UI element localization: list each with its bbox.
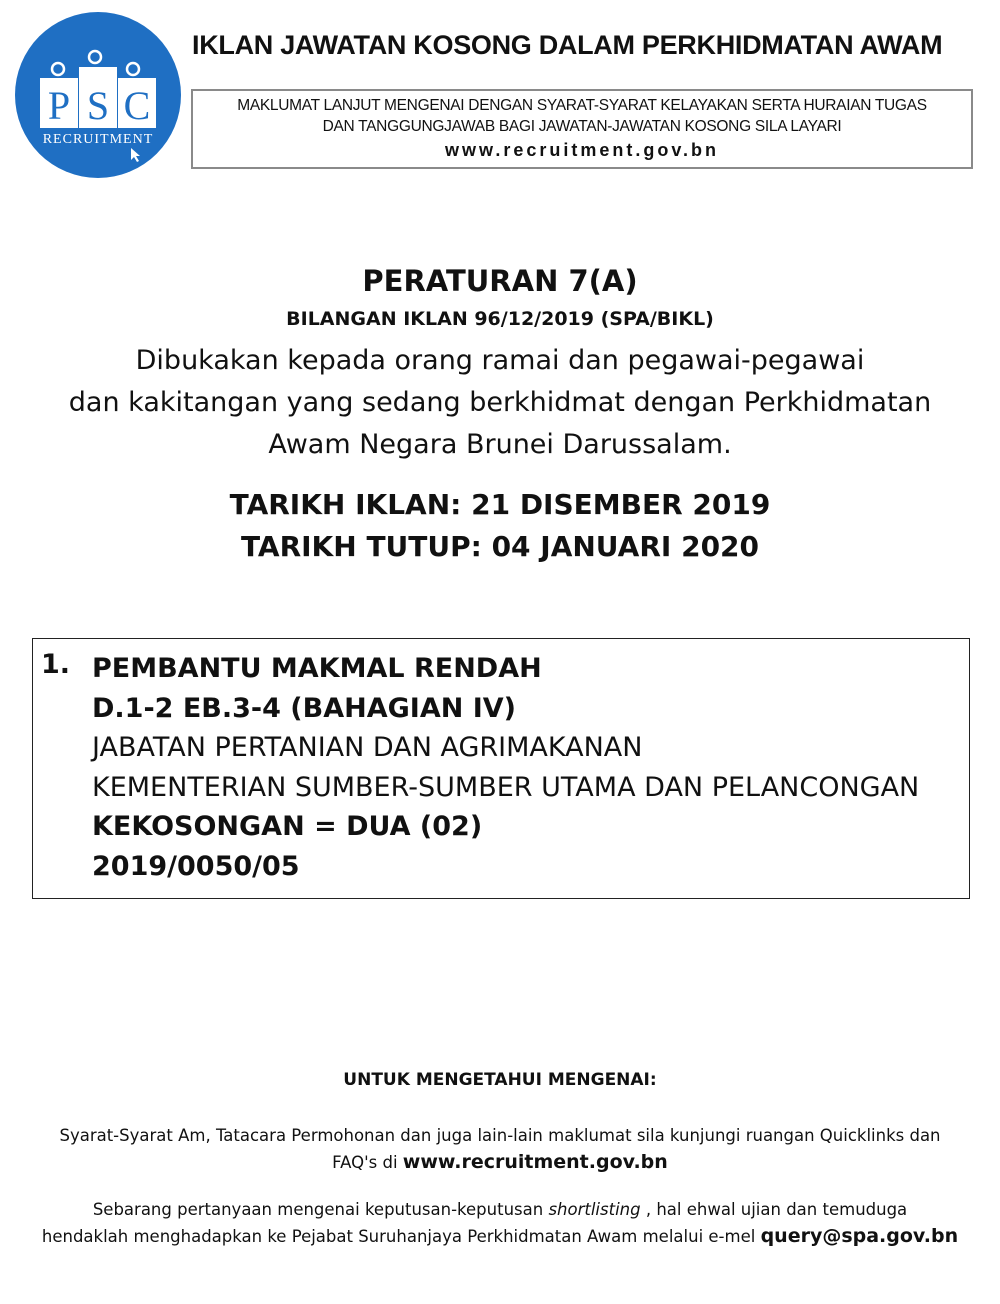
footer-para2-text1: Sebarang pertanyaan mengenai keputusan-keputusan — [92, 1200, 549, 1219]
footer-paragraph-1 — [0, 1122, 1000, 1176]
job-number: 1. — [41, 649, 71, 680]
tarikh-tutup: TARIKH TUTUP: 04 JANUARI 2020 — [240, 530, 760, 563]
info-box — [191, 89, 973, 169]
peraturan-heading: PERATURAN 7(A) — [362, 264, 638, 298]
psc-recruitment-logo — [15, 12, 181, 178]
info-url: www.recruitment.gov.bn — [444, 140, 720, 160]
job-department: JABATAN PERTANIAN DAN AGRIMAKANAN — [92, 732, 643, 763]
footer-para1-line1: Syarat-Syarat Am, Tatacara Permohonan dan juga lain-lain maklumat sila kunjungi ruangan Quicklinks dan — [59, 1126, 941, 1145]
cursor-icon — [131, 148, 140, 162]
footer-para2-line2 — [0, 1223, 1000, 1250]
intro-text — [0, 340, 1000, 466]
job-listing — [32, 638, 970, 899]
job-grade: D.1-2 EB.3-4 (BAHAGIAN IV) — [92, 692, 516, 724]
logo-letter-c: C — [123, 83, 151, 128]
logo-letter-p: P — [47, 83, 71, 128]
footer-paragraph-2 — [0, 1196, 1000, 1250]
logo-letter-s: S — [86, 83, 110, 128]
dates — [0, 484, 1000, 568]
footer-para2-text2: , hal ehwal ujian dan temuduga — [640, 1200, 908, 1219]
info-line-2: DAN TANGGUNGJAWAB BAGI JAWATAN-JAWATAN KOSONG SILA LAYARI — [322, 118, 842, 135]
job-title: PEMBANTU MAKMAL RENDAH — [92, 653, 542, 684]
footer-heading: UNTUK MENGETAHUI MENGENAI: — [343, 1070, 657, 1090]
intro-line-1: Dibukakan kepada orang ramai dan pegawai-pegawai — [135, 345, 865, 376]
intro-line-3: Awam Negara Brunei Darussalam. — [268, 429, 732, 460]
job-ministry: KEMENTERIAN SUMBER-SUMBER UTAMA DAN PELANCONGAN — [92, 771, 920, 803]
tarikh-iklan: TARIKH IKLAN: 21 DISEMBER 2019 — [229, 488, 771, 521]
shortlisting-term: shortlisting — [548, 1200, 641, 1219]
footer-para2-line1 — [0, 1196, 1000, 1223]
job-vacancy: KEKOSONGAN = DUA (02) — [92, 811, 483, 842]
info-line-1: MAKLUMAT LANJUT MENGENAI DENGAN SYARAT-SYARAT KELAYAKAN SERTA HURAIAN TUGAS — [237, 97, 927, 114]
job-reference: 2019/0050/05 — [92, 850, 300, 882]
logo-subtitle: RECRUITMENT — [42, 132, 154, 147]
logo-graphic — [15, 12, 181, 178]
job-details — [92, 649, 919, 886]
recruitment-link[interactable]: www.recruitment.gov.bn — [402, 1151, 668, 1173]
page-title: IKLAN JAWATAN KOSONG DALAM PERKHIDMATAN AWAM — [192, 30, 943, 60]
query-email-link[interactable]: query@spa.gov.bn — [760, 1225, 959, 1247]
footer-para1-line2 — [0, 1149, 1000, 1176]
bilangan-iklan: BILANGAN IKLAN 96/12/2019 (SPA/BIKL) — [286, 308, 714, 330]
footer-para1-text: FAQ's di — [332, 1153, 403, 1172]
intro-line-2: dan kakitangan yang sedang berkhidmat dengan Perkhidmatan — [68, 387, 932, 418]
footer-para2-text3: hendaklah menghadapkan ke Pejabat Suruhanjaya Perkhidmatan Awam melalui e-mel — [41, 1227, 761, 1246]
